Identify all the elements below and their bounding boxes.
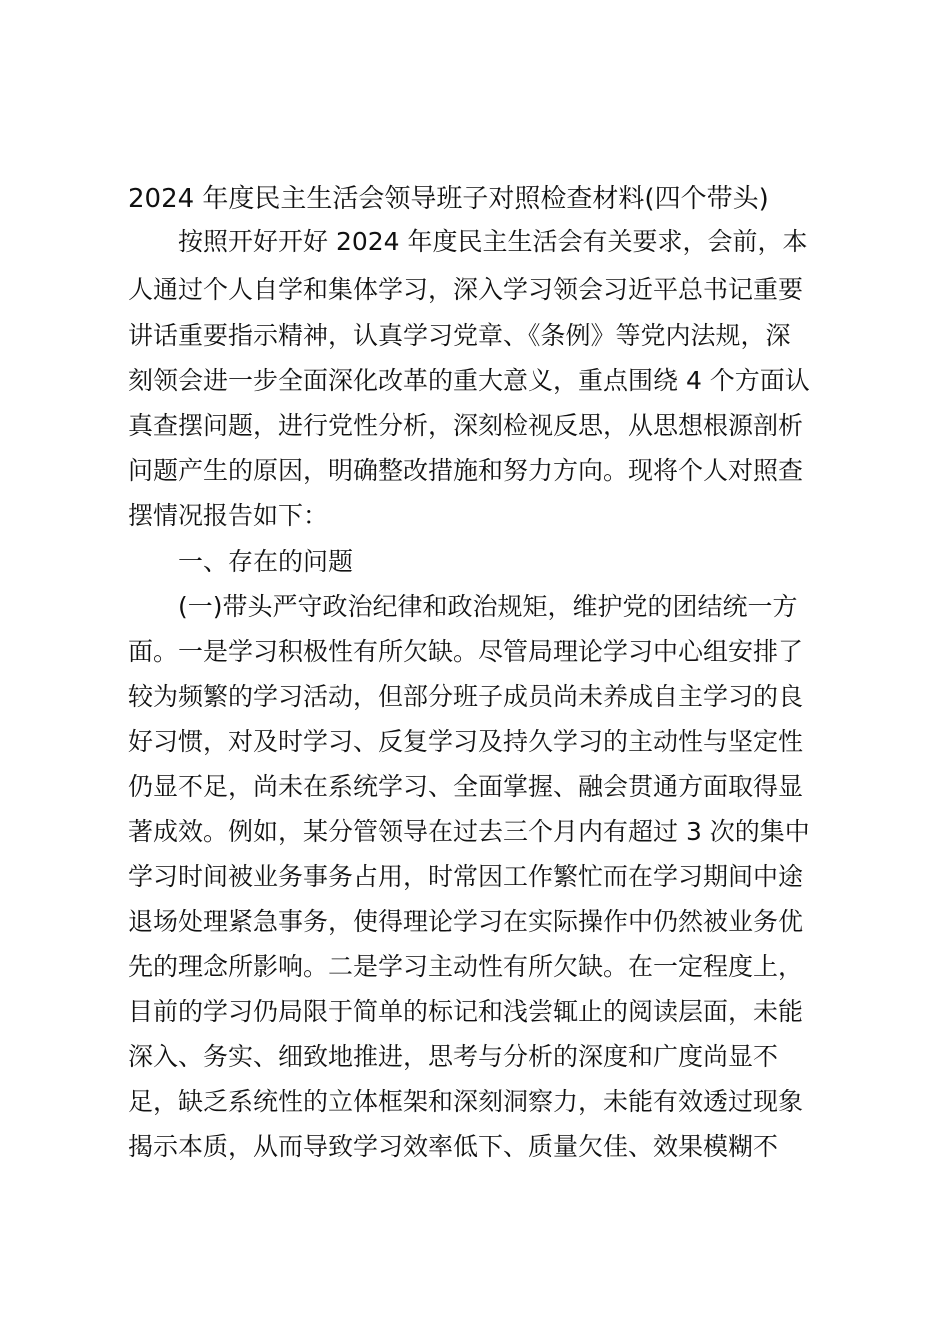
body-line: 仍显不足，尚未在系统学习、全面掌握、融会贯通方面取得显 <box>128 772 804 801</box>
body-line: 先的理念所影响。二是学习主动性有所欠缺。在一定程度上， <box>128 952 804 981</box>
body-line: 好习惯，对及时学习、反复学习及持久学习的主动性与坚定性 <box>128 727 804 756</box>
body-line: 摆情况报告如下： <box>128 501 329 530</box>
body-line: 讲话重要指示精神，认真学习党章、《条例》等党内法规，深 <box>128 321 791 350</box>
body-line: 学习时间被业务事务占用，时常因工作繁忙而在学习期间中途 <box>128 862 804 891</box>
body-line: 按照开好开好 2024 年度民主生活会有关要求，会前，本 <box>128 227 808 256</box>
body-line: 深入、务实、细致地推进，思考与分析的深度和广度尚显不 <box>128 1042 779 1071</box>
body-line: 足，缺乏系统性的立体框架和深刻洞察力，未能有效透过现象 <box>128 1087 804 1116</box>
body-line: 真查摆问题，进行党性分析，深刻检视反思，从思想根源剖析 <box>128 411 804 440</box>
section-heading: 一、存在的问题 <box>128 547 354 576</box>
body-line: 著成效。例如，某分管领导在过去三个月内有超过 3 次的集中 <box>128 817 810 846</box>
body-line: 面。一是学习积极性有所欠缺。尽管局理论学习中心组安排了 <box>128 637 804 666</box>
body-line: 退场处理紧急事务，使得理论学习在实际操作中仍然被业务优 <box>128 907 804 936</box>
body-line: 问题产生的原因，明确整改措施和努力方向。现将个人对照查 <box>128 456 804 485</box>
body-line: 较为频繁的学习活动，但部分班子成员尚未养成自主学习的良 <box>128 682 804 711</box>
document-title: 2024 年度民主生活会领导班子对照检查材料(四个带头) <box>128 184 769 214</box>
body-line: 揭示本质，从而导致学习效率低下、质量欠佳、效果模糊不 <box>128 1132 779 1161</box>
body-line: 目前的学习仍局限于简单的标记和浅尝辄止的阅读层面，未能 <box>128 997 804 1026</box>
body-line: 刻领会进一步全面深化改革的重大意义，重点围绕 4 个方面认 <box>128 366 810 395</box>
body-line: 人通过个人自学和集体学习，深入学习领会习近平总书记重要 <box>128 275 804 304</box>
body-line: (一)带头严守政治纪律和政治规矩，维护党的团结统一方 <box>128 592 798 621</box>
